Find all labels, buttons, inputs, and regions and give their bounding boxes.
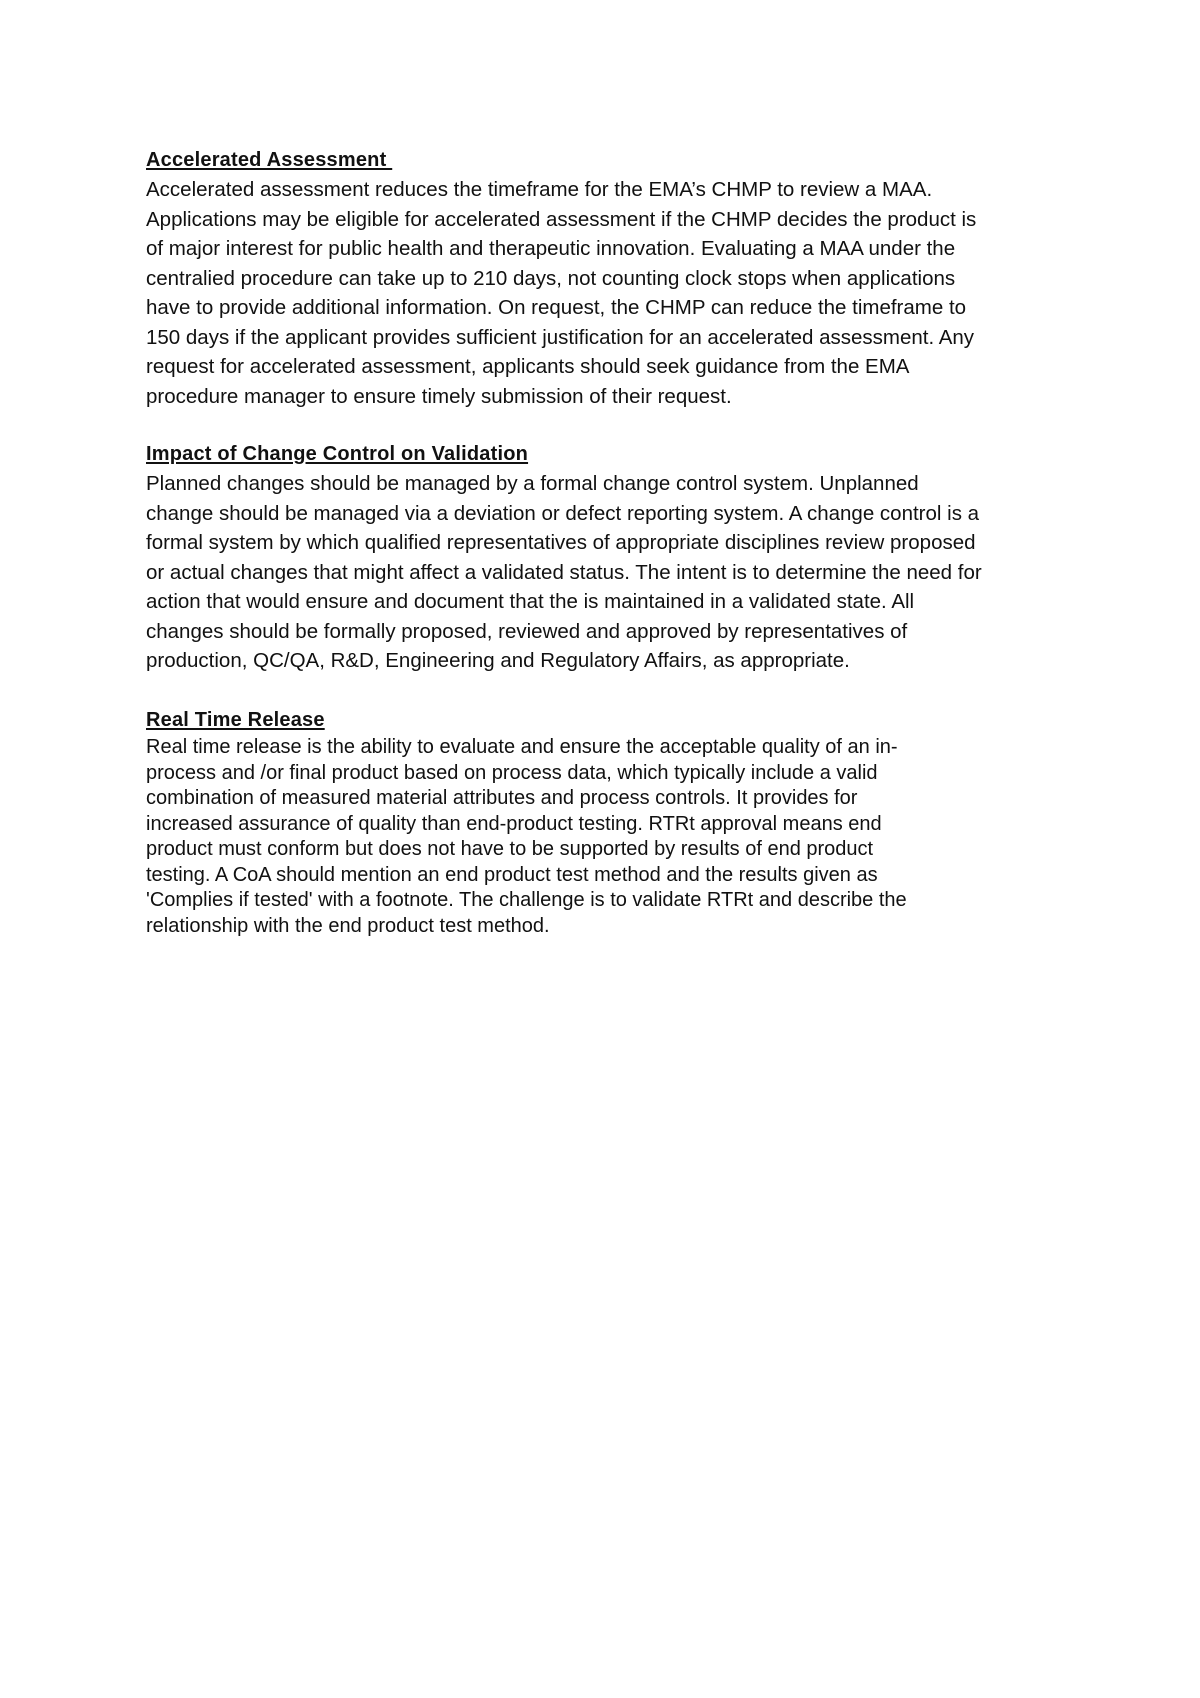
body-line: relationship with the end product test method. [146,914,550,937]
body-line: action that would ensure and document that the is maintained in a validated state. All [146,590,915,613]
section-heading: Real Time Release [146,709,325,731]
body-line: product must conform but does not have to be supported by results of end product [146,838,874,860]
body-line: combination of measured material attributes and process controls. It provides for [146,787,858,809]
section-change-control [146,439,1066,676]
body-line: change should be managed via a deviation or defect reporting system. A change control is a [146,501,980,525]
body-line: request for accelerated assessment, applicants should seek guidance from the EMA [146,355,910,378]
body-line: or actual changes that might affect a validated status. The intent is to determine the need for [146,560,982,584]
section-accelerated-assessment [146,145,1066,411]
section-heading: Impact of Change Control on Validation [146,443,529,465]
body-line: Applications may be eligible for accelerated assessment if the CHMP decides the product is [146,207,977,231]
body-line: increased assurance of quality than end-product testing. RTRt approval means end [146,812,882,835]
body-line: production, QC/QA, R&D, Engineering and Regulatory Affairs, as appropriate. [146,649,850,672]
body-line: process and /or final product based on process data, which typically include a valid [146,761,878,784]
body-line: centralied procedure can take up to 210 days, not counting clock stops when applications [146,266,956,290]
section-body [146,735,1066,939]
body-line: have to provide additional information. On request, the CHMP can reduce the timeframe to [146,296,967,319]
section-body [146,469,1066,676]
body-line: 150 days if the applicant provides sufficient justification for an accelerated assessment. Any [146,325,975,349]
body-line: formal system by which qualified representatives of appropriate disciplines review proposed [146,531,976,554]
body-line: changes should be formally proposed, reviewed and approved by representatives of [146,619,908,643]
section-real-time-release [146,705,1066,939]
body-line: procedure manager to ensure timely submission of their request. [146,384,732,408]
body-line: Real time release is the ability to evaluate and ensure the acceptable quality of an in- [146,736,898,758]
body-line: Planned changes should be managed by a formal change control system. Unplanned [146,472,919,495]
body-line: 'Complies if tested' with a footnote. The challenge is to validate RTRt and describe the [146,889,907,911]
body-line: of major interest for public health and therapeutic innovation. Evaluating a MAA under the [146,237,956,260]
body-line: Accelerated assessment reduces the timeframe for the EMA’s CHMP to review a MAA. [146,178,933,201]
section-heading: Accelerated Assessment [146,149,393,171]
body-line: testing. A CoA should mention an end product test method and the results given as [146,863,878,886]
section-body [146,175,1066,411]
